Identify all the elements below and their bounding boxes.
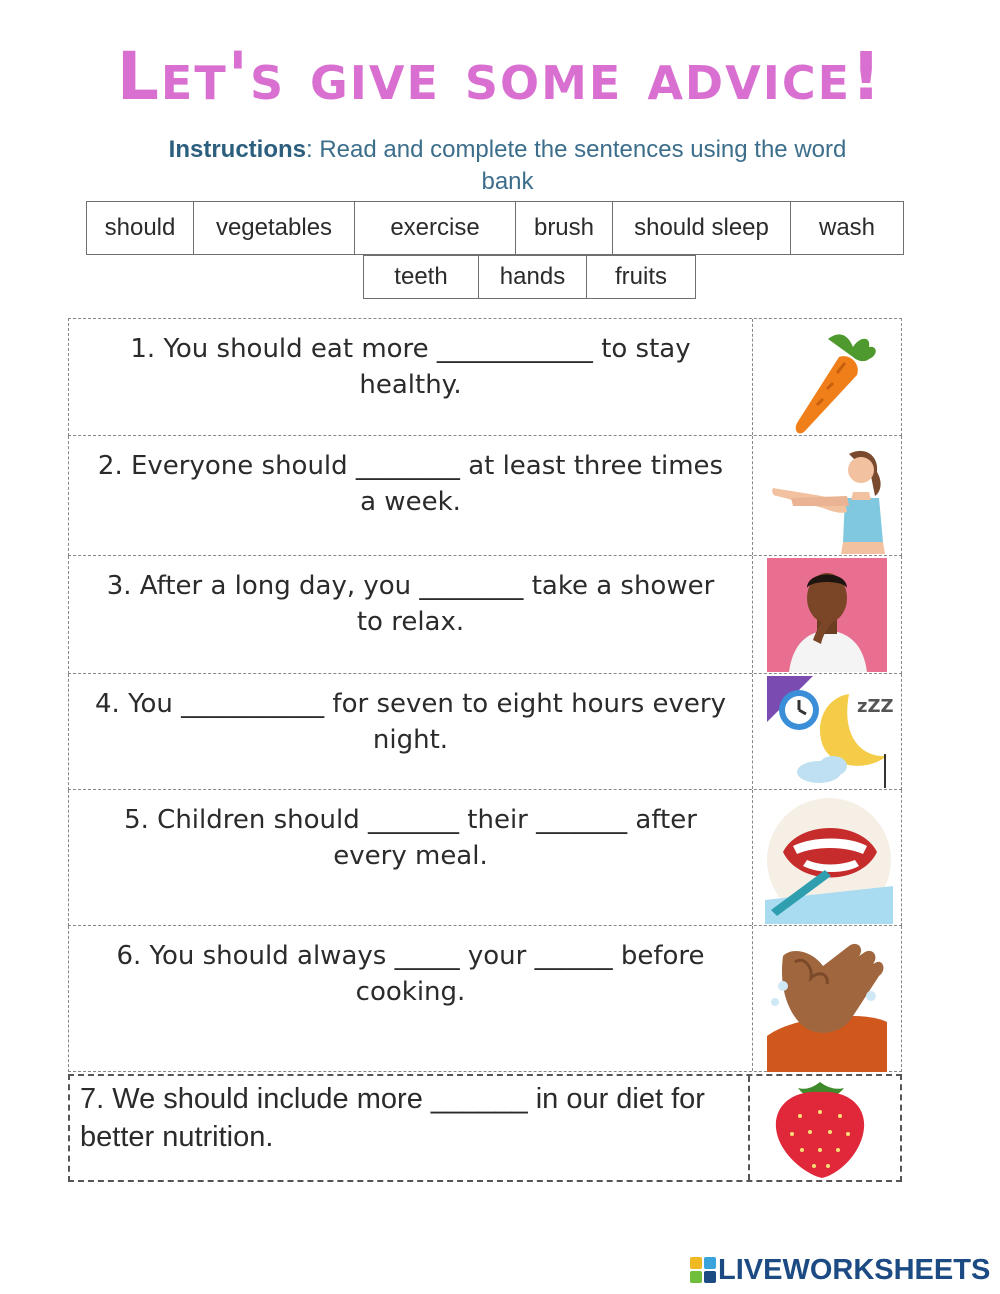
word-bank-item: wash	[790, 201, 904, 255]
image-cell	[753, 790, 903, 925]
instructions-label: Instructions	[168, 136, 306, 163]
word-bank-item: hands	[478, 255, 587, 299]
instructions	[140, 134, 875, 198]
sentence-text[interactable]: 2. Everyone should ________ at least three times a week.	[97, 451, 724, 517]
sentence-cell	[69, 319, 753, 435]
word-bank-item: should	[86, 201, 194, 255]
exercise-row	[68, 790, 902, 926]
sentence-cell	[69, 674, 753, 789]
brand-name: LIVEWORKSHEETS	[718, 1253, 991, 1286]
sentence-cell	[69, 556, 753, 673]
sentence-cell	[69, 926, 753, 1071]
toothbrush-mouth-icon	[753, 790, 903, 926]
brand-logo	[690, 1252, 990, 1288]
sentence-text[interactable]: 6. You should always _____ your ______ before cooking.	[116, 941, 705, 1007]
word-bank-item: fruits	[586, 255, 696, 299]
sentence-text[interactable]: 4. You ___________ for seven to eight hours every night.	[95, 689, 726, 755]
word-bank-item: brush	[515, 201, 613, 255]
exercise-row	[68, 318, 902, 436]
stretching-woman-icon	[753, 436, 903, 556]
image-cell	[753, 319, 903, 435]
exercise-row	[68, 556, 902, 674]
sentence-text[interactable]: 7. We should include more ______ in our diet for better nutrition.	[80, 1083, 705, 1153]
carrot-icon	[753, 319, 903, 437]
exercise-row	[68, 436, 902, 556]
sleep-letters: zZZ	[857, 696, 894, 717]
sentence-cell	[69, 790, 753, 925]
sentence-cell	[70, 1076, 750, 1180]
word-bank-item: exercise	[354, 201, 516, 255]
sentence-cell	[69, 436, 753, 555]
washing-hands-icon	[753, 926, 903, 1072]
clock-moon-sleep-icon	[753, 674, 903, 790]
thinking-man-icon	[753, 556, 903, 674]
image-cell	[753, 674, 903, 789]
instructions-text: : Read and complete the sentences using the word bank	[306, 136, 847, 195]
exercise-row	[68, 674, 902, 790]
image-cell	[753, 556, 903, 673]
strawberry-icon	[750, 1076, 900, 1180]
image-cell	[750, 1076, 900, 1180]
word-bank-item: vegetables	[193, 201, 355, 255]
image-cell	[753, 436, 903, 555]
word-bank-item: teeth	[363, 255, 479, 299]
sentence-text[interactable]: 5. Children should _______ their _______ after every meal.	[124, 805, 697, 871]
exercise-row	[68, 926, 902, 1072]
sentence-text[interactable]: 1. You should eat more ____________ to stay healthy.	[130, 334, 691, 400]
word-bank-item: should sleep	[612, 201, 791, 255]
page-title: Let's give some advice!	[116, 38, 884, 115]
sentence-text[interactable]: 3. After a long day, you ________ take a shower to relax.	[106, 571, 715, 637]
image-cell	[753, 926, 903, 1071]
exercise-row	[68, 1074, 902, 1182]
liveworksheets-icon	[690, 1257, 716, 1283]
